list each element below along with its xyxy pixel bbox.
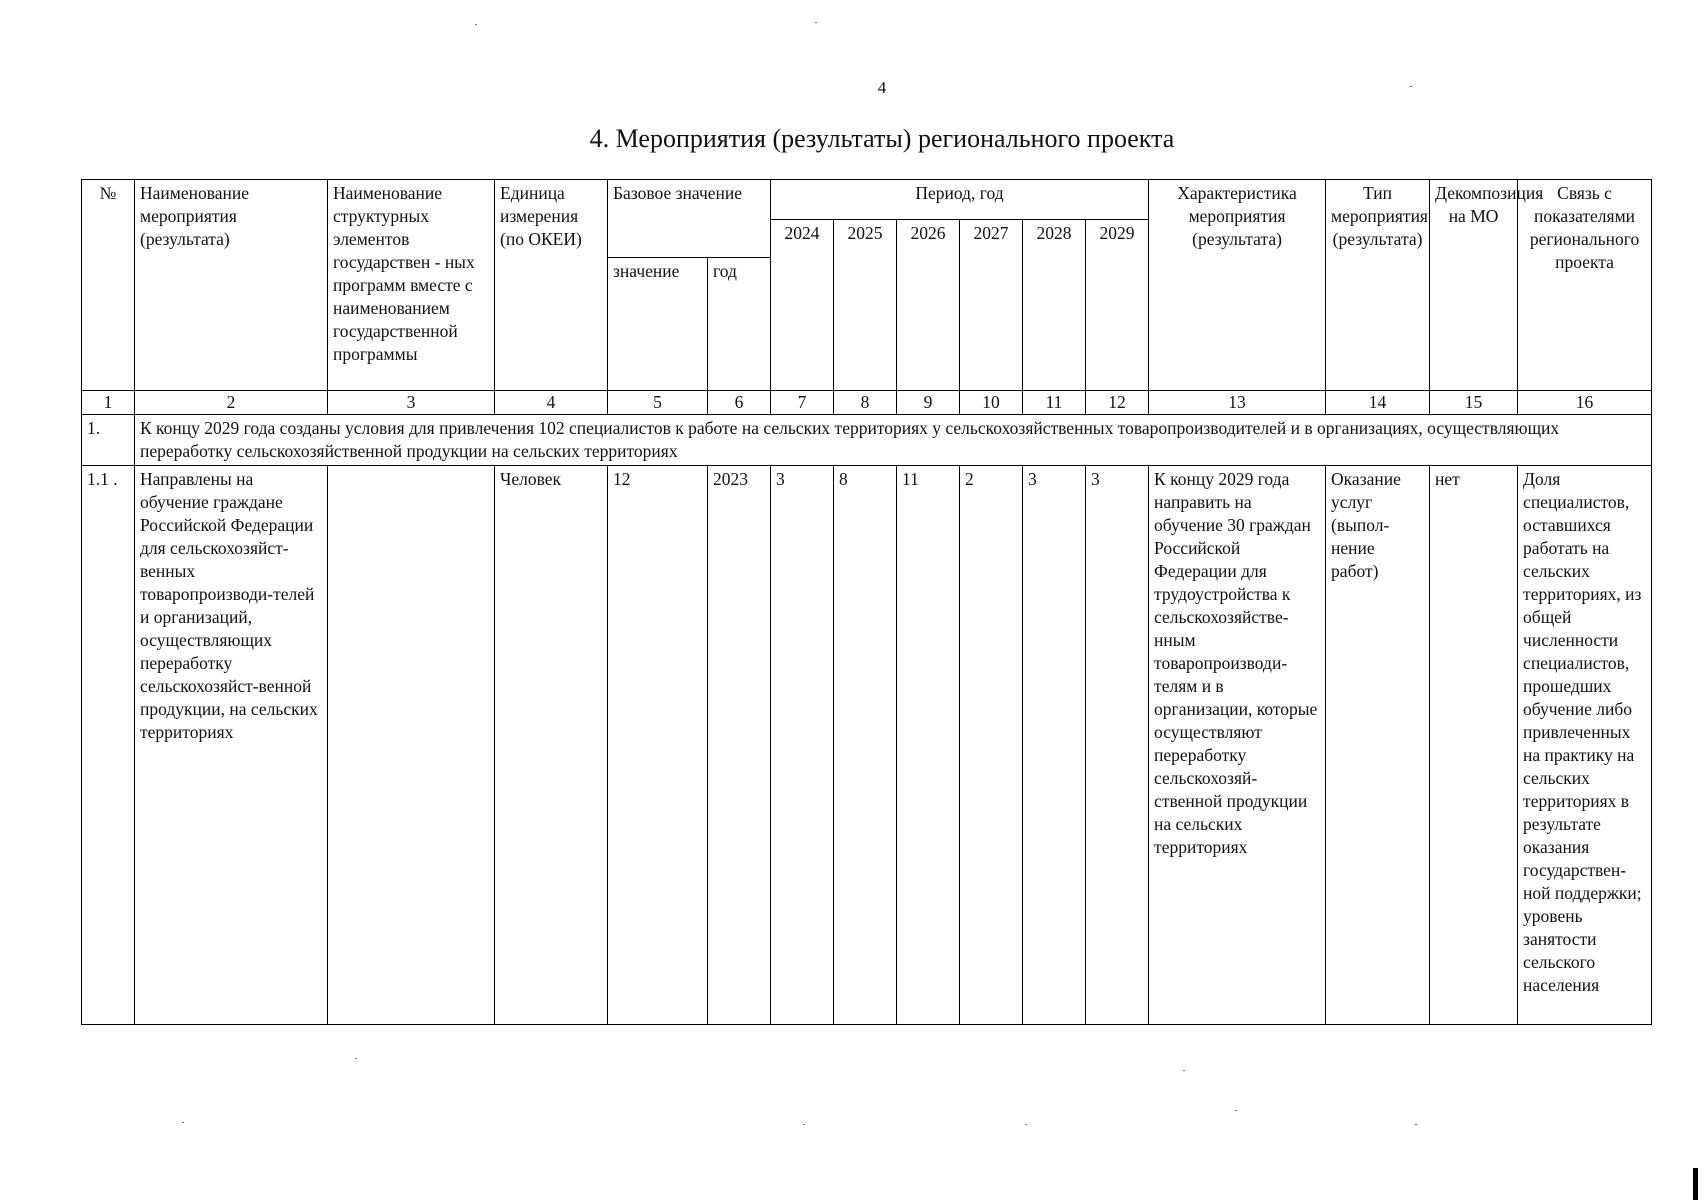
column-number-row [82,391,1652,415]
header-decomposition: Декомпозиция на МО [1430,180,1518,391]
column-number: 11 [1023,391,1086,415]
scan-speck [182,1122,184,1123]
header-year: 2027 [960,220,1023,391]
row-year-value: 2 [960,466,1023,1025]
scan-speck [1183,1070,1185,1071]
scan-speck [1415,1124,1417,1125]
results-table [81,179,1652,1025]
row-base-value: 12 [608,466,708,1025]
header-num: № [82,180,135,391]
row-year-value: 3 [771,466,834,1025]
row-base-year: 2023 [708,466,771,1025]
column-number: 12 [1086,391,1149,415]
column-number: 13 [1149,391,1326,415]
goal-num: 1. [82,415,135,466]
header-year: 2025 [834,220,897,391]
header-year: 2024 [771,220,834,391]
header-year: 2029 [1086,220,1149,391]
header-characteristic: Характеристика мероприятия (результата) [1149,180,1326,391]
column-number: 8 [834,391,897,415]
scan-speck [1410,86,1412,87]
column-number: 5 [608,391,708,415]
header-period: Период, год [771,180,1149,220]
column-number: 2 [135,391,328,415]
header-base-year: год [708,258,771,391]
column-number: 4 [495,391,608,415]
row-year-value: 3 [1023,466,1086,1025]
column-number: 15 [1430,391,1518,415]
scan-speck [815,22,817,23]
header-structural: Наименование структурных элементов государствен - ных программ вместе с наименованием государственной программы [328,180,495,391]
page-number: 4 [877,78,887,97]
header-year: 2028 [1023,220,1086,391]
row-link: Доля специалистов, оставшихся работать на сельских территориях, из общей численности специалистов, прошедших обучение либо привлеченных на практику на сельских территориях в результате оказания государствен-ной поддержки; уровень занятости сельского населения [1518,466,1652,1025]
header-year: 2026 [897,220,960,391]
header-base: Базовое значение [608,180,771,258]
row-num: 1.1 . [82,466,135,1025]
scan-edge-mark [1693,1168,1698,1200]
row-structural [328,466,495,1025]
column-number: 16 [1518,391,1652,415]
column-number: 14 [1326,391,1430,415]
row-year-value: 8 [834,466,897,1025]
row-name: Направлены на обучение граждане Российской Федерации для сельскохозяйст-венных товаропроизводи-телей и организаций, осуществляющих переработку сельскохозяйст-венной продукции, на сельских территориях [135,466,328,1025]
column-number: 7 [771,391,834,415]
scan-speck [803,1124,805,1125]
header-unit: Единица измерения (по ОКЕИ) [495,180,608,391]
column-number: 6 [708,391,771,415]
row-year-value: 11 [897,466,960,1025]
header-name: Наименование мероприятия (результата) [135,180,328,391]
table-row [82,466,1652,1025]
column-number: 1 [82,391,135,415]
row-decomposition: нет [1430,466,1518,1025]
row-type: Оказание услуг (выпол-нение работ) [1326,466,1430,1025]
column-number: 3 [328,391,495,415]
column-number: 10 [960,391,1023,415]
scan-speck [475,24,477,25]
scan-speck [1235,1110,1237,1111]
header-base-value: значение [608,258,708,391]
scan-speck [355,1058,357,1059]
header-type: Тип мероприятия (результата) [1326,180,1430,391]
row-year-value: 3 [1086,466,1149,1025]
goal-row [82,415,1652,466]
scan-speck [1025,1124,1027,1125]
goal-text: К концу 2029 года созданы условия для привлечения 102 специалистов к работе на сельских территориях у сельскохозяйственных товаропроизводителей и в организациях, осуществляющих переработку сельскохозяйственной продукции на сельских территориях [135,415,1652,466]
header-link: Связь с показателями регионального проекта [1518,180,1652,391]
row-unit: Человек [495,466,608,1025]
header-row-1 [82,180,1652,220]
row-characteristic: К концу 2029 года направить на обучение 30 граждан Российской Федерации для трудоустройства к сельскохозяйстве-нным товаропроизводи-телям и в организации, которые осуществляют переработку сельскохозяй-ственной продукции на сельских территориях [1149,466,1326,1025]
column-number: 9 [897,391,960,415]
page-title: 4. Мероприятия (результаты) регионального проекта [589,124,1175,153]
